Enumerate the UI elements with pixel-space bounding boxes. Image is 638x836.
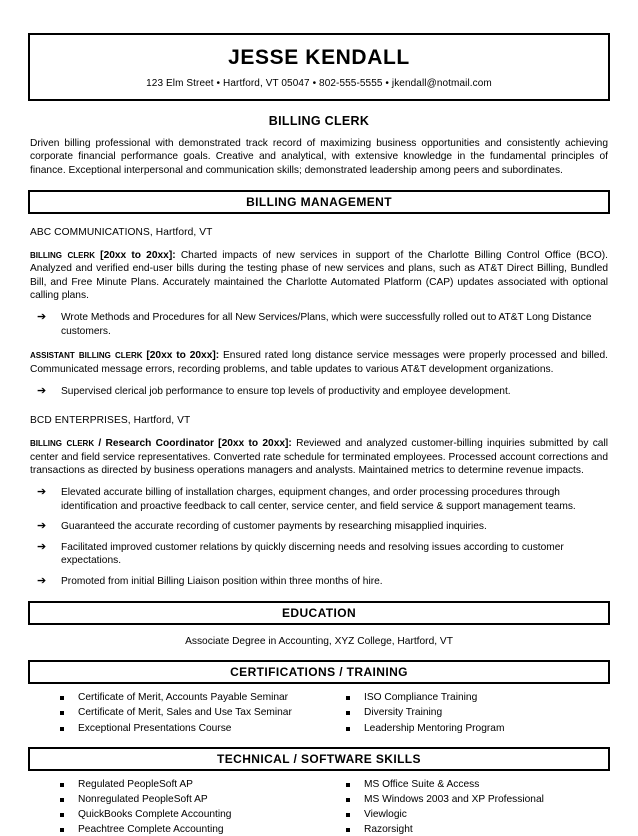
section-heading-certifications: CERTIFICATIONS / TRAINING	[28, 660, 610, 684]
list-item	[28, 486, 610, 513]
list-item	[28, 575, 610, 588]
list-item-text: Promoted from initial Billing Liaison position within three months of hire.	[61, 575, 383, 587]
employer-location: Hartford, VT	[133, 415, 191, 427]
list-item	[346, 825, 610, 835]
role-paragraph	[30, 436, 608, 477]
square-bullet-icon	[60, 798, 64, 802]
list-item	[60, 795, 319, 805]
employer-location: Hartford, VT	[155, 226, 213, 238]
list-item	[60, 810, 319, 820]
role-description: Reviewed and analyzed customer-billing inquiries submitted by call center and field service representatives. Converted rate schedule for terminated employees. Processed account corrections and transactions as directed by business operations managers and analysts. Maintained metrics to determine revenue impacts.	[30, 438, 608, 477]
role-paragraph	[30, 248, 608, 302]
list-item-text: Viewlogic	[364, 809, 407, 821]
list-item	[346, 780, 610, 790]
square-bullet-icon	[346, 813, 350, 817]
square-bullet-icon	[346, 828, 350, 832]
arrow-bullet-icon: ➔	[37, 574, 47, 587]
section-heading-technical-skills: TECHNICAL / SOFTWARE SKILLS	[28, 747, 610, 771]
square-bullet-icon	[60, 711, 64, 715]
role-description: Charted impacts of new services in support of the Charlotte Billing Control Office (BCO). Analyzed and verified end-user bills during the testing phase of new services and plans, such as AT&T Direct Billing, Bundled Bill, and Free Minute Plans. Accurately maintained the Charlotte Automated Platform (CAP) updates associated with optional calling plans.	[30, 249, 608, 301]
name-header-box	[28, 33, 610, 101]
role-dates: [20xx to 20xx]:	[100, 249, 176, 261]
list-item	[60, 724, 319, 734]
list-item-text: Nonregulated PeopleSoft AP	[78, 793, 208, 805]
list-item	[60, 693, 319, 703]
list-item	[60, 780, 319, 790]
list-item-text: QuickBooks Complete Accounting	[78, 809, 232, 821]
target-job-title: BILLING CLERK	[268, 114, 370, 129]
square-bullet-icon	[60, 783, 64, 787]
technical-skills-list	[60, 780, 319, 836]
list-item	[60, 708, 319, 718]
role-dates: [20xx to 20xx]:	[218, 438, 292, 450]
technical-skills-left-column	[28, 780, 319, 836]
list-item-text: Guaranteed the accurate recording of customer payments by researching misapplied inquiries.	[61, 521, 487, 533]
list-item-text: MS Windows 2003 and XP Professional	[364, 793, 544, 805]
role-bullet-list	[28, 486, 610, 588]
list-item-text: Razorsight	[364, 824, 413, 836]
certifications-list	[346, 693, 610, 734]
professional-summary: Driven billing professional with demonstrated track record of maximizing business opportunities and consistently achieving corporate financial performance goals. Creative and analytical, with extensive knowledge in the fundamental principles of finance. Exceptional interpersonal and communication skills; demonstrated leadership among peers and subordinates.	[30, 138, 608, 176]
list-item-text: Exceptional Presentations Course	[78, 722, 232, 734]
list-item	[346, 693, 610, 703]
square-bullet-icon	[60, 813, 64, 817]
certifications-left-column	[28, 693, 319, 734]
section-heading-education: EDUCATION	[28, 601, 610, 625]
square-bullet-icon	[60, 727, 64, 731]
technical-skills-list	[346, 780, 610, 836]
role-title: assistant billing clerk	[30, 349, 143, 362]
arrow-bullet-icon: ➔	[37, 540, 47, 553]
list-item	[346, 708, 610, 718]
list-item	[346, 810, 610, 820]
employer-name: BCD ENTERPRISES	[30, 415, 128, 427]
arrow-bullet-icon: ➔	[37, 384, 47, 397]
role-dates: [20xx to 20xx]:	[146, 350, 220, 362]
list-item-text: Elevated accurate billing of installation charges, equipment changes, and order processing procedures through identification and proactive feedback to call center, service center, and field service & support management teams.	[61, 487, 576, 512]
list-item	[28, 311, 610, 338]
list-item-text: Facilitated improved customer relations by quickly discerning needs and resolving issues according to customer expectations.	[61, 541, 564, 567]
list-item	[60, 825, 319, 835]
certifications-list	[60, 693, 319, 734]
list-item	[28, 520, 610, 533]
list-item	[28, 541, 610, 568]
list-item-text: Peachtree Complete Accounting	[78, 824, 224, 836]
candidate-name: JESSE KENDALL	[228, 46, 410, 69]
education-entry: Associate Degree in Accounting, XYZ College, Hartford, VT	[185, 636, 453, 648]
list-item-text: Leadership Mentoring Program	[364, 722, 505, 734]
square-bullet-icon	[346, 798, 350, 802]
list-item-text: Regulated PeopleSoft AP	[78, 778, 193, 790]
square-bullet-icon	[60, 828, 64, 832]
employer-entry	[30, 415, 610, 426]
arrow-bullet-icon: ➔	[37, 311, 47, 324]
employer-entry	[30, 227, 610, 238]
section-heading-billing-management: BILLING MANAGEMENT	[28, 190, 610, 214]
employer-name: ABC COMMUNICATIONS	[30, 226, 150, 238]
role-bullet-list	[28, 385, 610, 398]
list-item	[346, 795, 610, 805]
square-bullet-icon	[346, 727, 350, 731]
role-paragraph	[30, 348, 608, 376]
role-title: billing clerk	[30, 437, 95, 450]
list-item-text: Wrote Methods and Procedures for all New Services/Plans, which were successfully rolled out to AT&T Long Distance customers.	[61, 312, 592, 337]
role-bullet-list	[28, 311, 610, 338]
square-bullet-icon	[346, 783, 350, 787]
arrow-bullet-icon: ➔	[37, 486, 47, 499]
employer-separator: ,	[149, 226, 156, 238]
role-title: billing clerk	[30, 248, 95, 261]
list-item-text: Certificate of Merit, Sales and Use Tax Seminar	[78, 707, 292, 719]
certifications-right-column	[319, 693, 610, 734]
contact-line: 123 Elm Street • Hartford, VT 05047 • 802-555-5555 • jkendall@notmail.com	[146, 78, 492, 90]
list-item-text: Supervised clerical job performance to ensure top levels of productivity and employee development.	[61, 385, 511, 397]
list-item-text: Certificate of Merit, Accounts Payable Seminar	[78, 692, 289, 704]
role-title-secondary: / Research Coordinator	[94, 438, 219, 450]
list-item-text: Diversity Training	[364, 707, 443, 719]
employer-separator: ,	[127, 415, 134, 427]
square-bullet-icon	[346, 711, 350, 715]
square-bullet-icon	[60, 696, 64, 700]
list-item	[346, 724, 610, 734]
list-item	[28, 385, 610, 398]
certifications-columns	[28, 693, 610, 734]
role-description: Ensured rated long distance service messages were properly processed and billed. Communicated message errors, recording problems, and table updates to various AT&T development organizations.	[30, 350, 608, 375]
arrow-bullet-icon: ➔	[37, 520, 47, 533]
technical-skills-columns	[28, 780, 610, 836]
list-item-text: MS Office Suite & Access	[364, 778, 480, 790]
technical-skills-right-column	[319, 780, 610, 836]
square-bullet-icon	[346, 696, 350, 700]
list-item-text: ISO Compliance Training	[364, 692, 478, 704]
